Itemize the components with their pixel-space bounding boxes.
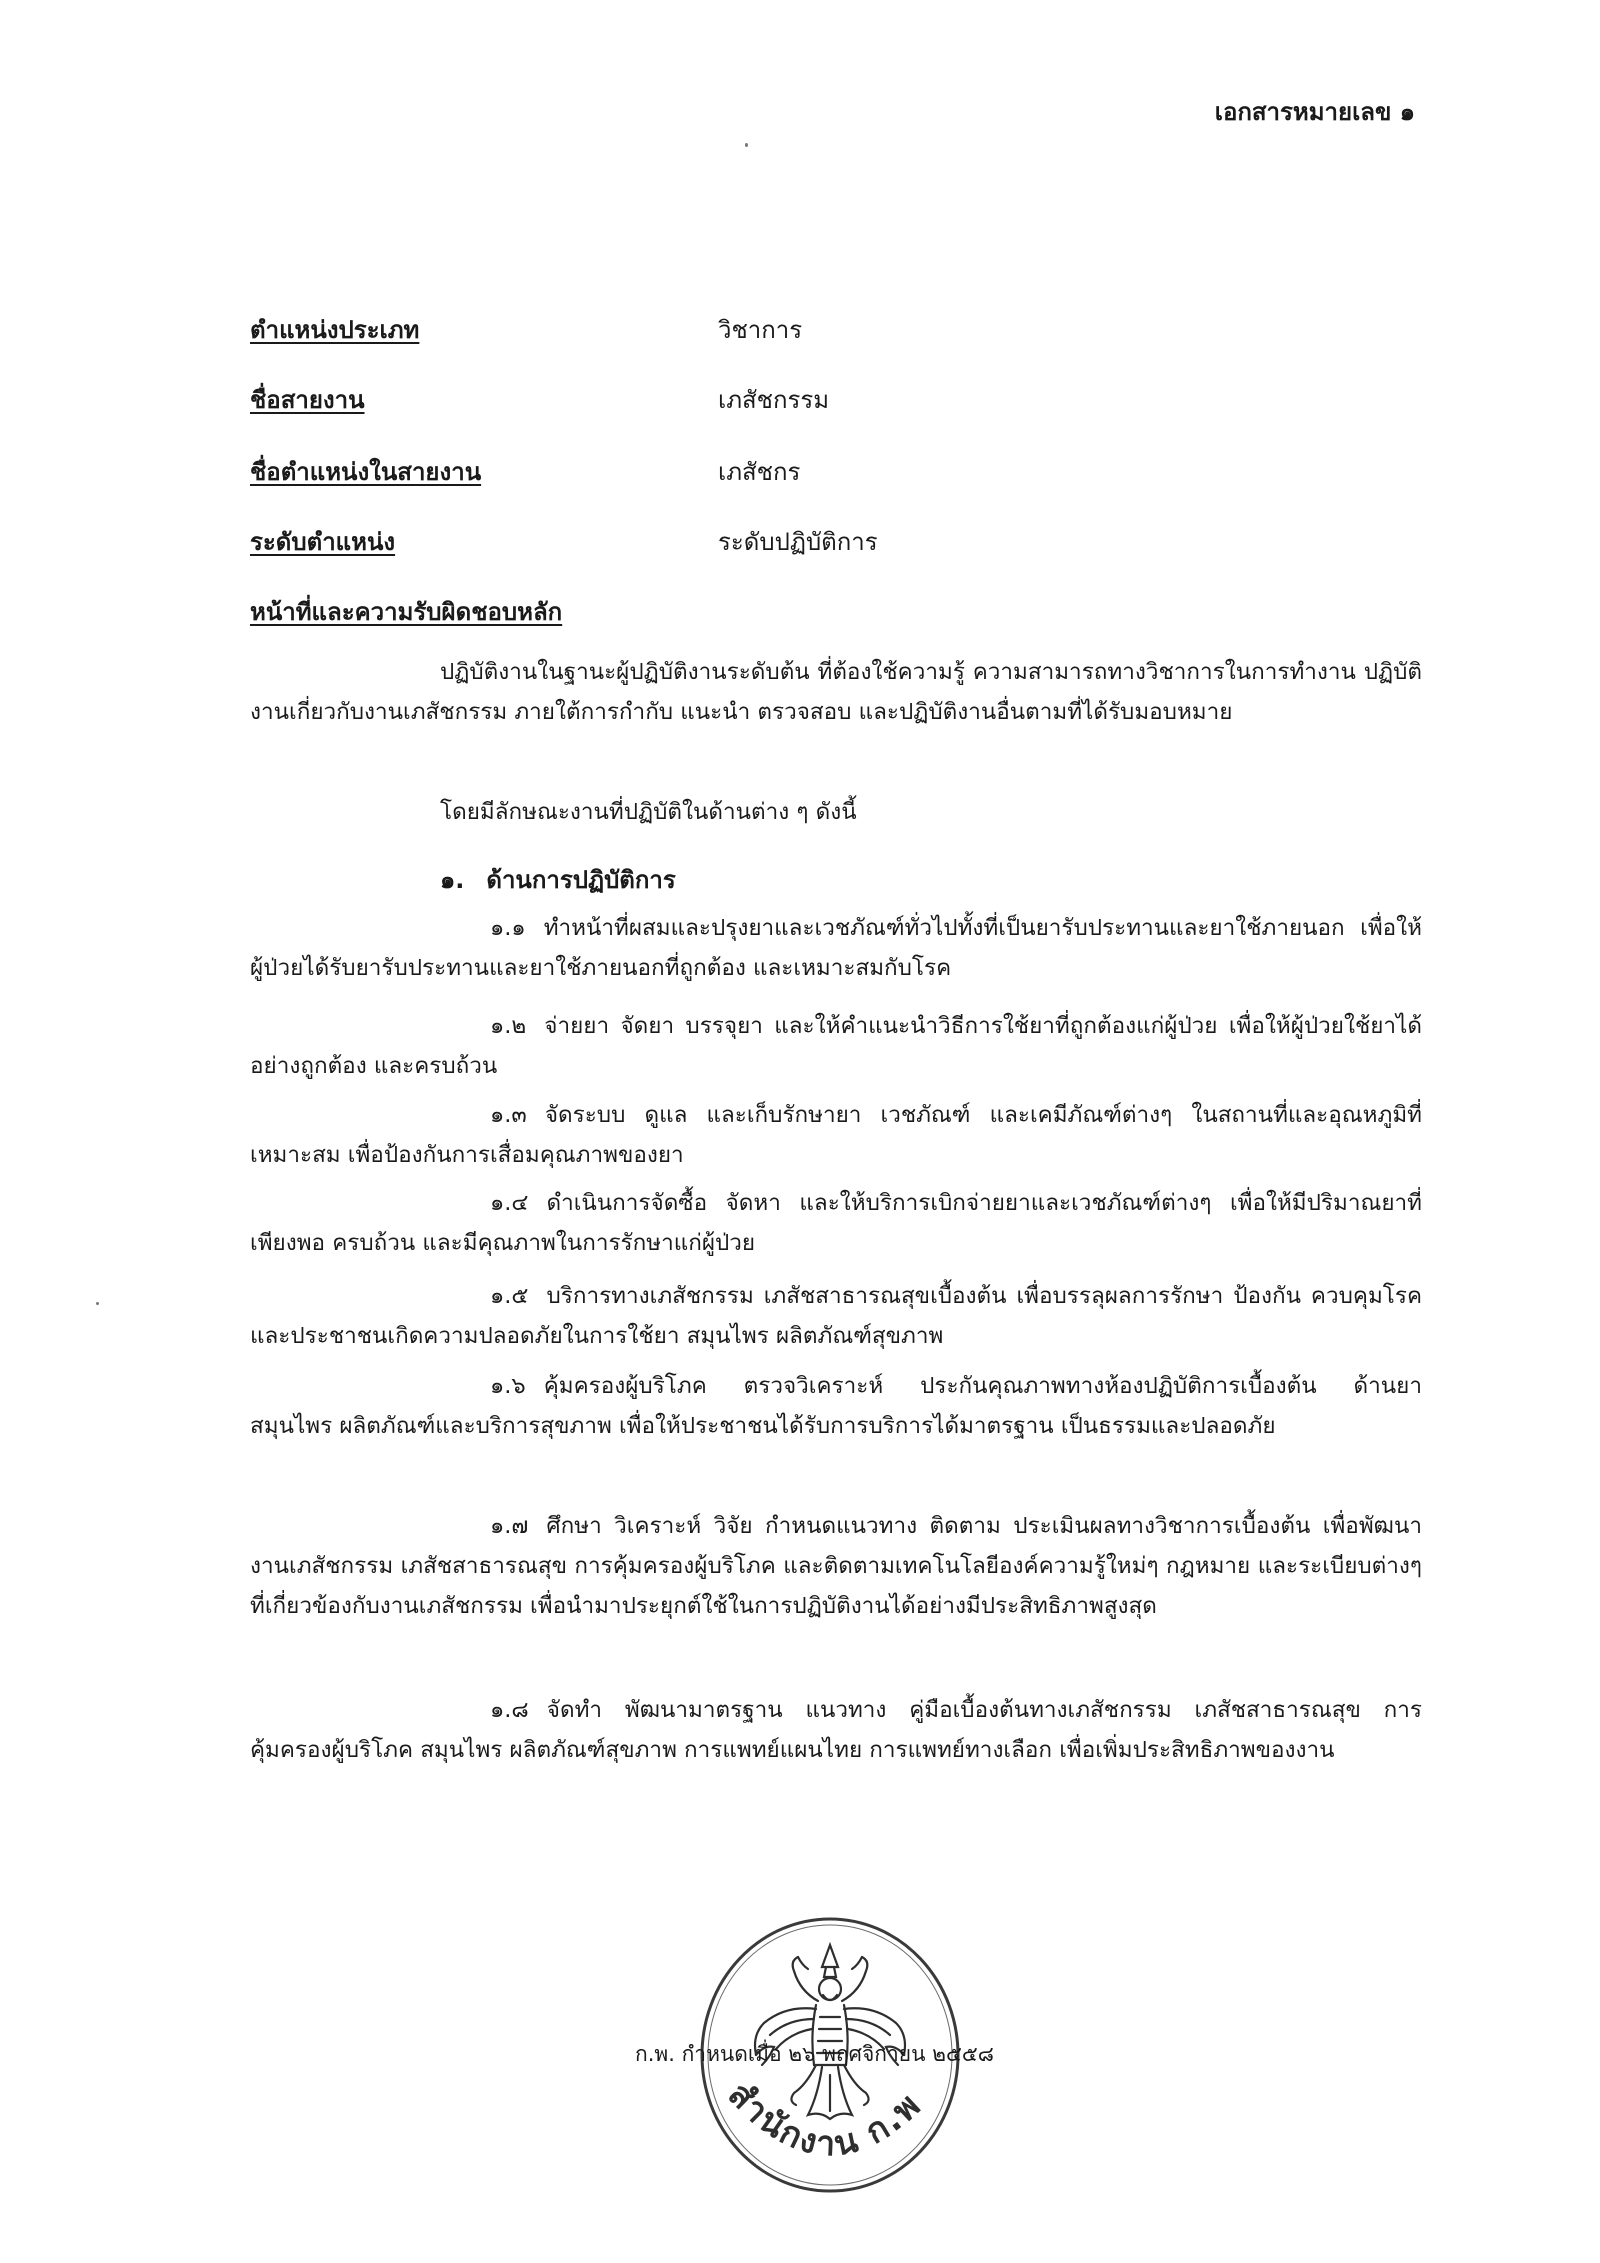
- field-value: เภสัชกรรม: [718, 386, 830, 414]
- document-number: เอกสารหมายเลข ๑: [1214, 98, 1415, 126]
- duty-number: ๑.๖: [490, 1373, 526, 1399]
- duty-number: ๑.๑: [490, 915, 526, 941]
- duty-number: ๑.๘: [490, 1697, 529, 1723]
- duties-heading: หน้าที่และความรับผิดชอบหลัก: [250, 598, 563, 626]
- seal-text: สำนักงาน ก.พ: [719, 2074, 930, 2165]
- duty-number: ๑.๓: [490, 1102, 527, 1128]
- field-label: ชื่อสายงาน: [250, 386, 365, 414]
- duties-lead: โดยมีลักษณะงานที่ปฏิบัติในด้านต่าง ๆ ดังนี้: [440, 799, 857, 825]
- duty-item: [250, 908, 1422, 988]
- field-value: เภสัชกร: [718, 458, 801, 486]
- duty-item: [250, 1506, 1422, 1626]
- duty-item: [250, 1006, 1422, 1086]
- field-value: ระดับปฏิบัติการ: [718, 528, 878, 556]
- duty-number: ๑.๔: [490, 1190, 529, 1216]
- scan-speck: [96, 1302, 99, 1305]
- section-heading: [440, 860, 676, 899]
- duty-text: ดำเนินการจัดซื้อ จัดหา และให้บริการเบิกจ่ายยาและเวชภัณฑ์ต่างๆ เพื่อให้มีปริมาณยาที่เพียงพอ ครบถ้วน และมีคุณภาพในการรักษาแก่ผู้ป่วย: [250, 1190, 1422, 1256]
- duty-number: ๑.๕: [490, 1283, 529, 1309]
- field-value: วิชาการ: [718, 316, 803, 344]
- duty-text: จัดระบบ ดูแล และเก็บรักษายา เวชภัณฑ์ และเคมีภัณฑ์ต่างๆ ในสถานที่และอุณหภูมิที่เหมาะสม เพื่อป้องกันการเสื่อมคุณภาพของยา: [250, 1102, 1422, 1168]
- duty-text: คุ้มครองผู้บริโภค ตรวจวิเคราะห์ ประกันคุณภาพทางห้องปฏิบัติการเบื้องต้น ด้านยา สมุนไพร ผลิตภัณฑ์และบริการสุขภาพ เพื่อให้ประชาชนได้รับการบริการได้มาตรฐาน เป็นธรรมและปลอดภัย: [250, 1373, 1422, 1439]
- duty-text: จ่ายยา จัดยา บรรจุยา และให้คำแนะนำวิธีการใช้ยาที่ถูกต้องแก่ผู้ป่วย เพื่อให้ผู้ป่วยใช้ยาได้อย่างถูกต้อง และครบถ้วน: [250, 1013, 1422, 1079]
- duty-text: ทำหน้าที่ผสมและปรุงยาและเวชภัณฑ์ทั่วไปทั้งที่เป็นยารับประทานและยาใช้ภายนอก เพื่อให้ผู้ป่วยได้รับยารับประทานและยาใช้ภายนอกที่ถูกต้อง และเหมาะสมกับโรค: [250, 915, 1422, 981]
- field-label: ตำแหน่งประเภท: [250, 316, 420, 344]
- duty-text: บริการทางเภสัชกรรม เภสัชสาธารณสุขเบื้องต้น เพื่อบรรลุผลการรักษา ป้องกัน ควบคุมโรค และประชาชนเกิดความปลอดภัยในการใช้ยา สมุนไพร ผลิตภัณฑ์สุขภาพ: [250, 1283, 1422, 1349]
- duty-text: จัดทำ พัฒนามาตรฐาน แนวทาง คู่มือเบื้องต้นทางเภสัชกรรม เภสัชสาธารณสุข การคุ้มครองผู้บริโภค สมุนไพร ผลิตภัณฑ์สุขภาพ การแพทย์แผนไทย การแพทย์ทางเลือก เพื่อเพิ่มประสิทธิภาพของงาน: [250, 1697, 1422, 1763]
- duty-item: [250, 1095, 1422, 1175]
- section-title: ด้านการปฏิบัติการ: [486, 866, 676, 894]
- footer-note: ก.พ. กำหนดเมื่อ ๒๖ พฤศจิกายน ๒๕๕๘: [635, 2042, 994, 2066]
- duty-item: [250, 1690, 1422, 1770]
- duty-text: ศึกษา วิเคราะห์ วิจัย กำหนดแนวทาง ติดตาม ประเมินผลทางวิชาการเบื้องต้น เพื่อพัฒนางานเภสัชกรรม เภสัชสาธารณสุข การคุ้มครองผู้บริโภค และติดตามเทคโนโลยีองค์ความรู้ใหม่ๆ กฎหมาย และระเบียบต่างๆ ที่เกี่ยวข้องกับงานเภสัชกรรม เพื่อนำมาประยุกต์ใช้ในการปฏิบัติงานได้อย่างมีประสิทธิภาพสูงสุด: [250, 1513, 1422, 1619]
- field-label: ระดับตำแหน่ง: [250, 528, 396, 556]
- section-number: ๑.: [440, 866, 465, 894]
- duty-item: [250, 1183, 1422, 1263]
- duty-number: ๑.๗: [490, 1513, 529, 1539]
- duty-item: [250, 1276, 1422, 1356]
- field-label: ชื่อตำแหน่งในสายงาน: [250, 458, 482, 486]
- duties-intro: ปฏิบัติงานในฐานะผู้ปฏิบัติงานระดับต้น ที่ต้องใช้ความรู้ ความสามารถทางวิชาการในการทำงาน ปฏิบัติงานเกี่ยวกับงานเภสัชกรรม ภายใต้การกำกับ แนะนำ ตรวจสอบ และปฏิบัติงานอื่นตามที่ได้รับมอบหมาย: [250, 659, 1422, 725]
- duty-number: ๑.๒: [490, 1013, 527, 1039]
- scan-speck: [745, 143, 748, 147]
- duty-item: [250, 1366, 1422, 1446]
